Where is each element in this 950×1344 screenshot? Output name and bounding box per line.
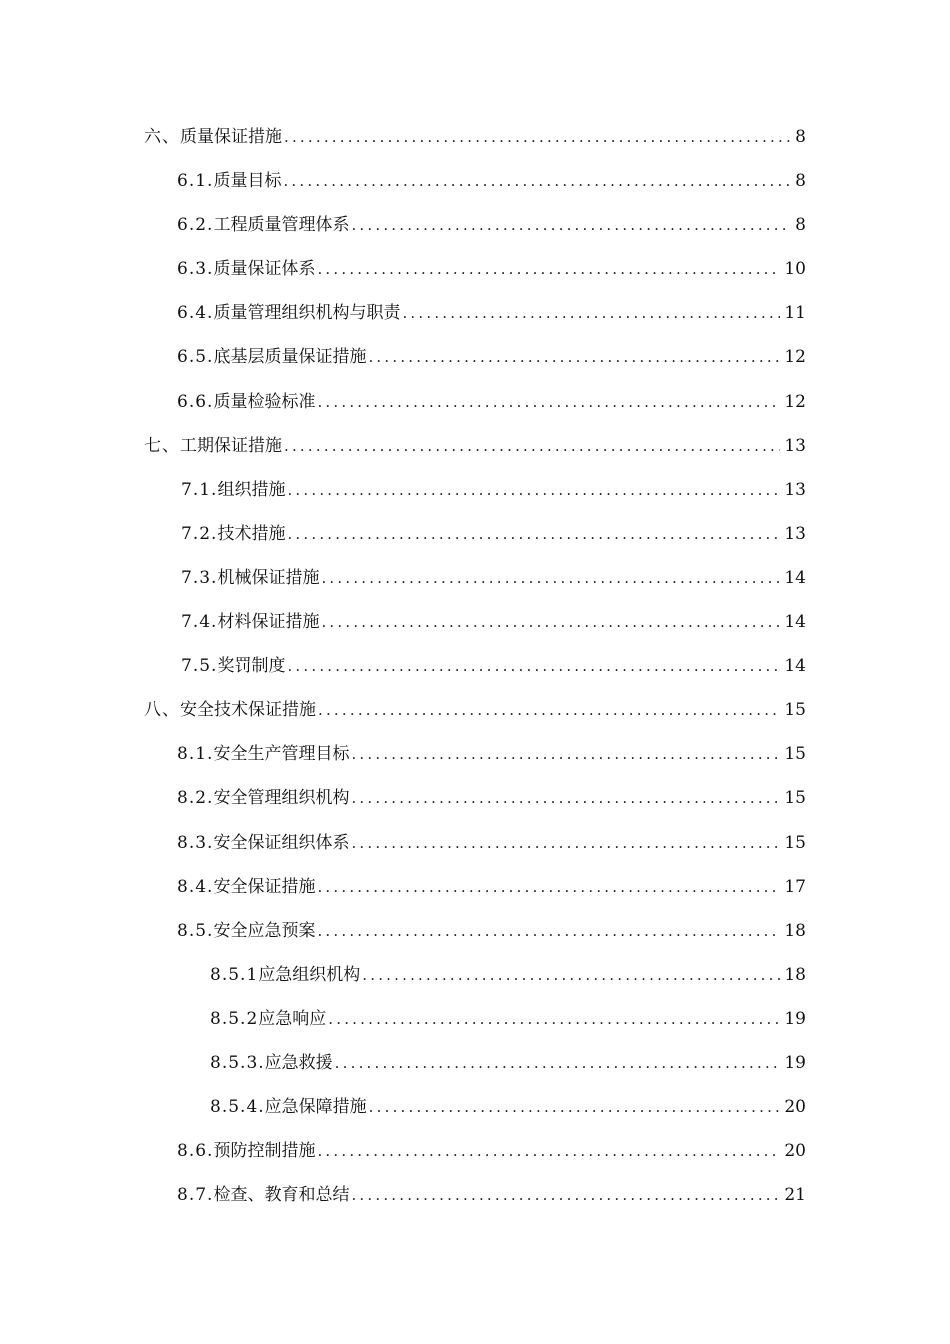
toc-page-number: 8: [795, 127, 806, 147]
toc-entry-8-7[interactable]: [0, 1174, 950, 1218]
toc-page-number: 19: [784, 1052, 806, 1073]
toc-number: 6.5.: [177, 347, 214, 368]
dot-leader: [287, 521, 780, 547]
toc-number: 六、: [144, 127, 180, 147]
toc-page-number: 18: [784, 920, 806, 941]
toc-title: 质量目标: [213, 171, 282, 192]
toc-number: 6.2.: [177, 215, 214, 236]
toc-page-number: 8: [795, 215, 806, 236]
toc-title: 底基层质量保证措施: [213, 347, 367, 368]
toc-page-number: 12: [784, 347, 806, 368]
toc-entry-7[interactable]: [0, 425, 950, 469]
toc-entry-6[interactable]: [0, 116, 950, 160]
toc-page-number: 8: [795, 171, 806, 192]
toc-entry-6-6[interactable]: [0, 381, 950, 425]
toc-number: 7.5.: [181, 656, 218, 677]
toc-page-number: 20: [784, 1141, 806, 1162]
toc-entry-6-3[interactable]: [0, 248, 950, 292]
toc-title: 奖罚制度: [217, 656, 286, 677]
toc-page-number: 14: [784, 656, 806, 677]
dot-leader: [317, 874, 780, 900]
toc-page-number: 15: [784, 700, 806, 721]
toc-page-number: 21: [784, 1185, 806, 1206]
toc-title: 技术措施: [217, 523, 286, 544]
dot-leader: [328, 1006, 780, 1032]
dot-leader: [351, 1182, 780, 1208]
toc-number: 8.5.4.: [210, 1097, 265, 1118]
toc-number: 8.4.: [177, 876, 214, 897]
toc-number: 8.5.: [177, 920, 214, 941]
toc-title: 应急救援: [264, 1052, 333, 1073]
toc-title: 应急保障措施: [264, 1097, 367, 1118]
toc-title: 工期保证措施: [180, 435, 282, 456]
toc-number: 8.5.3.: [210, 1052, 265, 1073]
toc-page-number: 20: [784, 1097, 806, 1118]
toc-number: 6.6.: [177, 391, 214, 412]
toc-page-number: 11: [784, 303, 806, 324]
toc-number: 七、: [144, 435, 180, 456]
dot-leader: [369, 1094, 781, 1120]
toc-entry-8[interactable]: [0, 689, 950, 733]
toc-number: 7.4.: [181, 612, 218, 633]
dot-leader: [321, 609, 780, 635]
toc-entry-8-5-3[interactable]: [0, 1042, 950, 1086]
dot-leader: [335, 1050, 781, 1076]
toc-entry-8-5-4[interactable]: [0, 1086, 950, 1130]
toc-number: 7.3.: [181, 567, 218, 588]
dot-leader: [318, 697, 780, 723]
toc-title: 安全应急预案: [213, 920, 316, 941]
toc-page-number: 12: [784, 391, 806, 412]
toc-entry-6-4[interactable]: [0, 292, 950, 336]
dot-leader: [351, 741, 780, 767]
toc-number: 8.6.: [177, 1141, 214, 1162]
toc-entry-8-5-1[interactable]: [0, 954, 950, 998]
dot-leader: [287, 653, 780, 679]
toc-page-number: 15: [784, 744, 806, 765]
dot-leader: [351, 785, 780, 811]
table-of-contents: [0, 116, 950, 1218]
toc-page-number: 18: [784, 964, 806, 985]
toc-title: 应急组织机构: [258, 964, 361, 985]
toc-number: 6.3.: [177, 259, 214, 280]
toc-number: 6.4.: [177, 303, 214, 324]
toc-title: 安全管理组织机构: [213, 788, 350, 809]
toc-number: 7.1.: [181, 479, 218, 500]
toc-title: 组织措施: [217, 479, 286, 500]
toc-page-number: 14: [784, 567, 806, 588]
toc-entry-7-1[interactable]: [0, 469, 950, 513]
toc-number: 8.5.1: [210, 964, 259, 985]
toc-page-number: 17: [784, 876, 806, 897]
dot-leader: [351, 212, 791, 238]
toc-title: 安全技术保证措施: [180, 700, 316, 721]
dot-leader: [402, 300, 780, 326]
toc-entry-6-1[interactable]: [0, 160, 950, 204]
toc-entry-7-3[interactable]: [0, 557, 950, 601]
toc-entry-8-2[interactable]: [0, 777, 950, 821]
toc-title: 安全生产管理目标: [213, 744, 350, 765]
toc-entry-8-3[interactable]: [0, 822, 950, 866]
toc-number: 6.1.: [177, 171, 214, 192]
toc-title: 应急响应: [258, 1008, 327, 1029]
toc-title: 安全保证措施: [213, 876, 316, 897]
toc-number: 7.2.: [181, 523, 218, 544]
toc-entry-7-2[interactable]: [0, 513, 950, 557]
toc-title: 预防控制措施: [213, 1141, 316, 1162]
toc-title: 质量保证体系: [213, 259, 316, 280]
toc-title: 材料保证措施: [217, 612, 320, 633]
toc-entry-7-4[interactable]: [0, 601, 950, 645]
toc-page-number: 13: [784, 523, 806, 544]
toc-number: 8.1.: [177, 744, 214, 765]
toc-title: 质量管理组织机构与职责: [213, 303, 401, 324]
toc-entry-8-5[interactable]: [0, 910, 950, 954]
toc-entry-8-4[interactable]: [0, 866, 950, 910]
toc-page-number: 15: [784, 832, 806, 853]
toc-title: 质量检验标准: [213, 391, 316, 412]
dot-leader: [287, 477, 780, 503]
dot-leader: [362, 962, 780, 988]
toc-entry-6-5[interactable]: [0, 336, 950, 380]
toc-number: 8.2.: [177, 788, 214, 809]
toc-title: 工程质量管理体系: [213, 215, 350, 236]
dot-leader: [351, 830, 780, 856]
dot-leader: [317, 918, 780, 944]
toc-entry-8-6[interactable]: [0, 1130, 950, 1174]
toc-number: 8.5.2: [210, 1008, 259, 1029]
dot-leader: [368, 344, 780, 370]
dot-leader: [321, 565, 780, 591]
toc-title: 检查、教育和总结: [213, 1185, 350, 1206]
dot-leader: [317, 256, 780, 282]
toc-page-number: 13: [784, 479, 806, 500]
dot-leader: [283, 168, 791, 194]
toc-page-number: 14: [784, 612, 806, 633]
toc-number: 8.7.: [177, 1185, 214, 1206]
dot-leader: [317, 389, 780, 415]
toc-entry-8-1[interactable]: [0, 733, 950, 777]
toc-number: 8.3.: [177, 832, 214, 853]
toc-page-number: 10: [784, 259, 806, 280]
toc-page-number: 15: [784, 788, 806, 809]
dot-leader: [284, 433, 780, 459]
toc-title: 质量保证措施: [180, 127, 282, 147]
toc-entry-6-2[interactable]: [0, 204, 950, 248]
dot-leader: [317, 1138, 780, 1164]
toc-entry-8-5-2[interactable]: [0, 998, 950, 1042]
toc-page-number: 13: [784, 435, 806, 456]
toc-page-number: 19: [784, 1008, 806, 1029]
toc-title: 机械保证措施: [217, 567, 320, 588]
dot-leader: [284, 124, 791, 150]
toc-title: 安全保证组织体系: [213, 832, 350, 853]
toc-entry-7-5[interactable]: [0, 645, 950, 689]
toc-number: 八、: [144, 700, 180, 721]
